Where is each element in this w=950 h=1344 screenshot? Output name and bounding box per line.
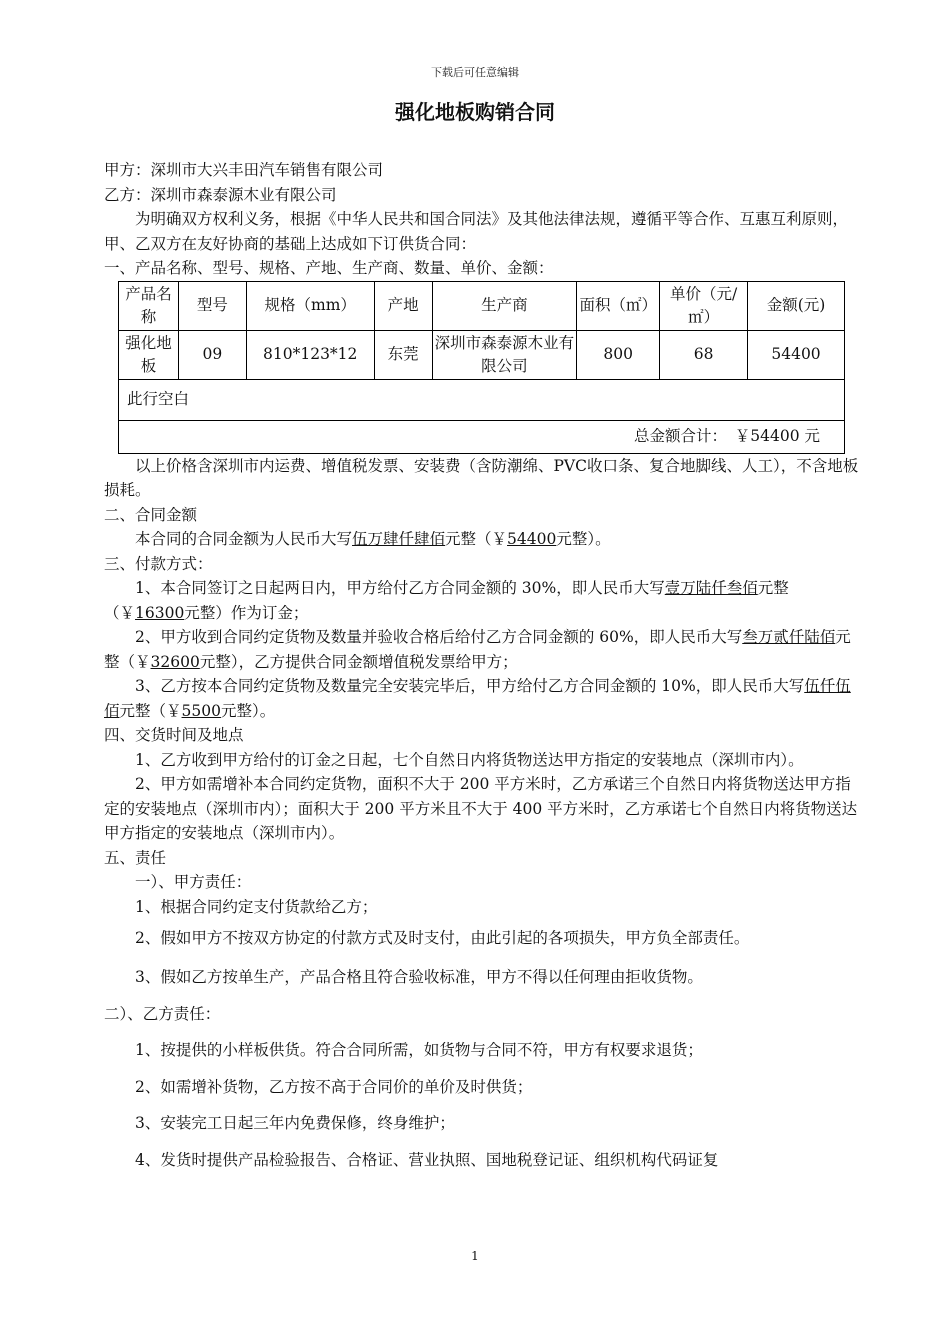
intro-paragraph: 为明确双方权利义务，根据《中华人民共和国合同法》及其他法律法规，遵循平等合作、互惠互利原则，甲、乙双方在友好协商的基础上达成如下订供货合同： bbox=[104, 210, 849, 253]
payment-item-1 bbox=[104, 576, 860, 625]
blank-row-cell: 此行空白 bbox=[119, 379, 845, 420]
text-span: 1、本合同签订之日起两日内，甲方给付乙方合同金额的 30%，即人民币大写 bbox=[135, 579, 665, 597]
party-a: 甲方：深圳市大兴丰田汽车销售有限公司 bbox=[104, 161, 384, 179]
amount-words: 壹万陆仟叁佰 bbox=[664, 579, 758, 597]
header-cell: 产地 bbox=[374, 281, 432, 330]
table-blank-row bbox=[119, 379, 845, 420]
amount-number: 54400 bbox=[507, 530, 557, 548]
header-cell: 规格（mm） bbox=[246, 281, 374, 330]
table-total-row bbox=[119, 420, 845, 453]
header-cell: 型号 bbox=[178, 281, 246, 330]
section4-heading: 四、交货时间及地点 bbox=[104, 726, 244, 744]
payment-item-2 bbox=[104, 625, 860, 674]
amount-number: 32600 bbox=[150, 652, 200, 671]
duty-a2: 2、假如甲方不按双方协定的付款方式及时支付，由此引起的各项损失，甲方负全部责任。 bbox=[135, 929, 750, 947]
cell-spec: 810*123*12 bbox=[246, 330, 374, 379]
product-table bbox=[118, 281, 845, 454]
text-span: 元整（￥ bbox=[445, 530, 508, 548]
payment-item-3 bbox=[104, 674, 860, 723]
text-span: 元整），乙方提供合同金额增值税发票给甲方； bbox=[199, 652, 518, 671]
table-header-row bbox=[119, 281, 845, 330]
cell-unit-price: 68 bbox=[660, 330, 748, 379]
duty-b4: 4、发货时提供产品检验报告、合格证、营业执照、国地税登记证、组织机构代码证复 bbox=[135, 1150, 719, 1169]
duty-b2: 2、如需增补货物，乙方按不高于合同价的单价及时供货； bbox=[135, 1077, 533, 1096]
section1-heading: 一、产品名称、型号、规格、产地、生产商、数量、单价、金额： bbox=[104, 259, 554, 277]
amount-words: 伍万肆仟肆佰 bbox=[352, 530, 446, 548]
total-cell: 总金额合计： ￥54400 元 bbox=[119, 420, 845, 453]
text-span: 元整（￥ bbox=[104, 628, 851, 671]
cell-manufacturer: 深圳市森泰源木业有限公司 bbox=[432, 330, 577, 379]
text-span: 元整）。 bbox=[220, 701, 276, 720]
cell-amount: 54400 bbox=[748, 330, 845, 379]
amount-words: 叁万贰仟陆佰 bbox=[742, 628, 836, 646]
delivery-item-1: 1、乙方收到甲方给付的订金之日起，七个自然日内将货物送达甲方指定的安装地点（深圳市内）。 bbox=[135, 750, 804, 769]
delivery-item-2: 2、甲方如需增补本合同约定货物，面积不大于 200 平方米时，乙方承诺三个自然日内将货物送达甲方指定的安装地点（深圳市内）；面积大于 200 平方米且不大于 400 平方米时，乙方承诺七个自然日内将货物送达甲方指定的安装地点（深圳市内）。 bbox=[104, 775, 858, 842]
party-a-duties-heading: 一）、甲方责任： bbox=[135, 873, 252, 891]
header-cell: 面积（㎡） bbox=[577, 281, 660, 330]
text-span: 2、甲方收到合同约定货物及数量并验收合格后给付乙方合同金额的 60%，即人民币大写 bbox=[135, 628, 743, 646]
section5-heading: 五、责任 bbox=[104, 848, 167, 867]
cell-product-name: 强化地板 bbox=[119, 330, 179, 379]
section2-text bbox=[104, 527, 860, 552]
price-note: 以上价格含深圳市内运费、增值税发票、安装费（含防潮绵、PVC收口条、复合地脚线、人工），不含地板损耗。 bbox=[104, 456, 859, 499]
duty-b3: 3、安装完工日起三年内免费保修，终身维护； bbox=[135, 1114, 455, 1132]
spacer bbox=[104, 1099, 860, 1111]
text-span: 3、乙方按本合同约定货物及数量完全安装完毕后，甲方给付乙方合同金额的 10%，即人民币大写 bbox=[135, 677, 805, 695]
text-span: 元整）作为订金； bbox=[184, 603, 309, 622]
header-cell: 金额(元) bbox=[748, 281, 845, 330]
party-b-duties-heading: 二）、乙方责任： bbox=[104, 1004, 221, 1023]
header-note: 下载后可任意编辑 bbox=[431, 66, 519, 79]
spacer bbox=[104, 957, 860, 965]
amount-number: 16300 bbox=[135, 603, 185, 622]
table-row bbox=[119, 330, 845, 379]
section3-heading: 三、付款方式： bbox=[104, 554, 213, 573]
section2-heading: 二、合同金额 bbox=[104, 505, 198, 524]
header-cell: 生产商 bbox=[432, 281, 577, 330]
duty-a3: 3、假如乙方按单生产，产品合格且符合验收标准，甲方不得以任何理由拒收货物。 bbox=[135, 968, 703, 986]
spacer bbox=[104, 990, 860, 1002]
header-cell: 产品名称 bbox=[119, 281, 179, 330]
duty-a1: 1、根据合同约定支付货款给乙方； bbox=[135, 897, 378, 916]
text-span: 元整（￥ bbox=[119, 701, 182, 720]
text-span: 本合同的合同金额为人民币大写 bbox=[135, 530, 353, 548]
cell-origin: 东莞 bbox=[374, 330, 432, 379]
text-span: 元整）。 bbox=[556, 530, 611, 548]
spacer bbox=[104, 1136, 860, 1148]
text-span: 元整（￥ bbox=[104, 579, 789, 622]
amount-number: 5500 bbox=[181, 701, 221, 720]
duty-b1: 1、按提供的小样板供货。符合合同所需，如货物与合同不符，甲方有权要求退货； bbox=[135, 1041, 703, 1059]
contract-title: 强化地板购销合同 bbox=[395, 100, 555, 124]
amount-words: 伍仟伍佰 bbox=[104, 677, 851, 720]
cell-model: 09 bbox=[178, 330, 246, 379]
spacer bbox=[104, 1026, 860, 1038]
spacer bbox=[104, 1063, 860, 1075]
contract-body bbox=[104, 158, 860, 1172]
page-number: 1 bbox=[471, 1249, 479, 1263]
party-b: 乙方：深圳市森泰源木业有限公司 bbox=[104, 185, 337, 204]
header-cell: 单价（元/㎡） bbox=[660, 281, 748, 330]
cell-area: 800 bbox=[577, 330, 660, 379]
